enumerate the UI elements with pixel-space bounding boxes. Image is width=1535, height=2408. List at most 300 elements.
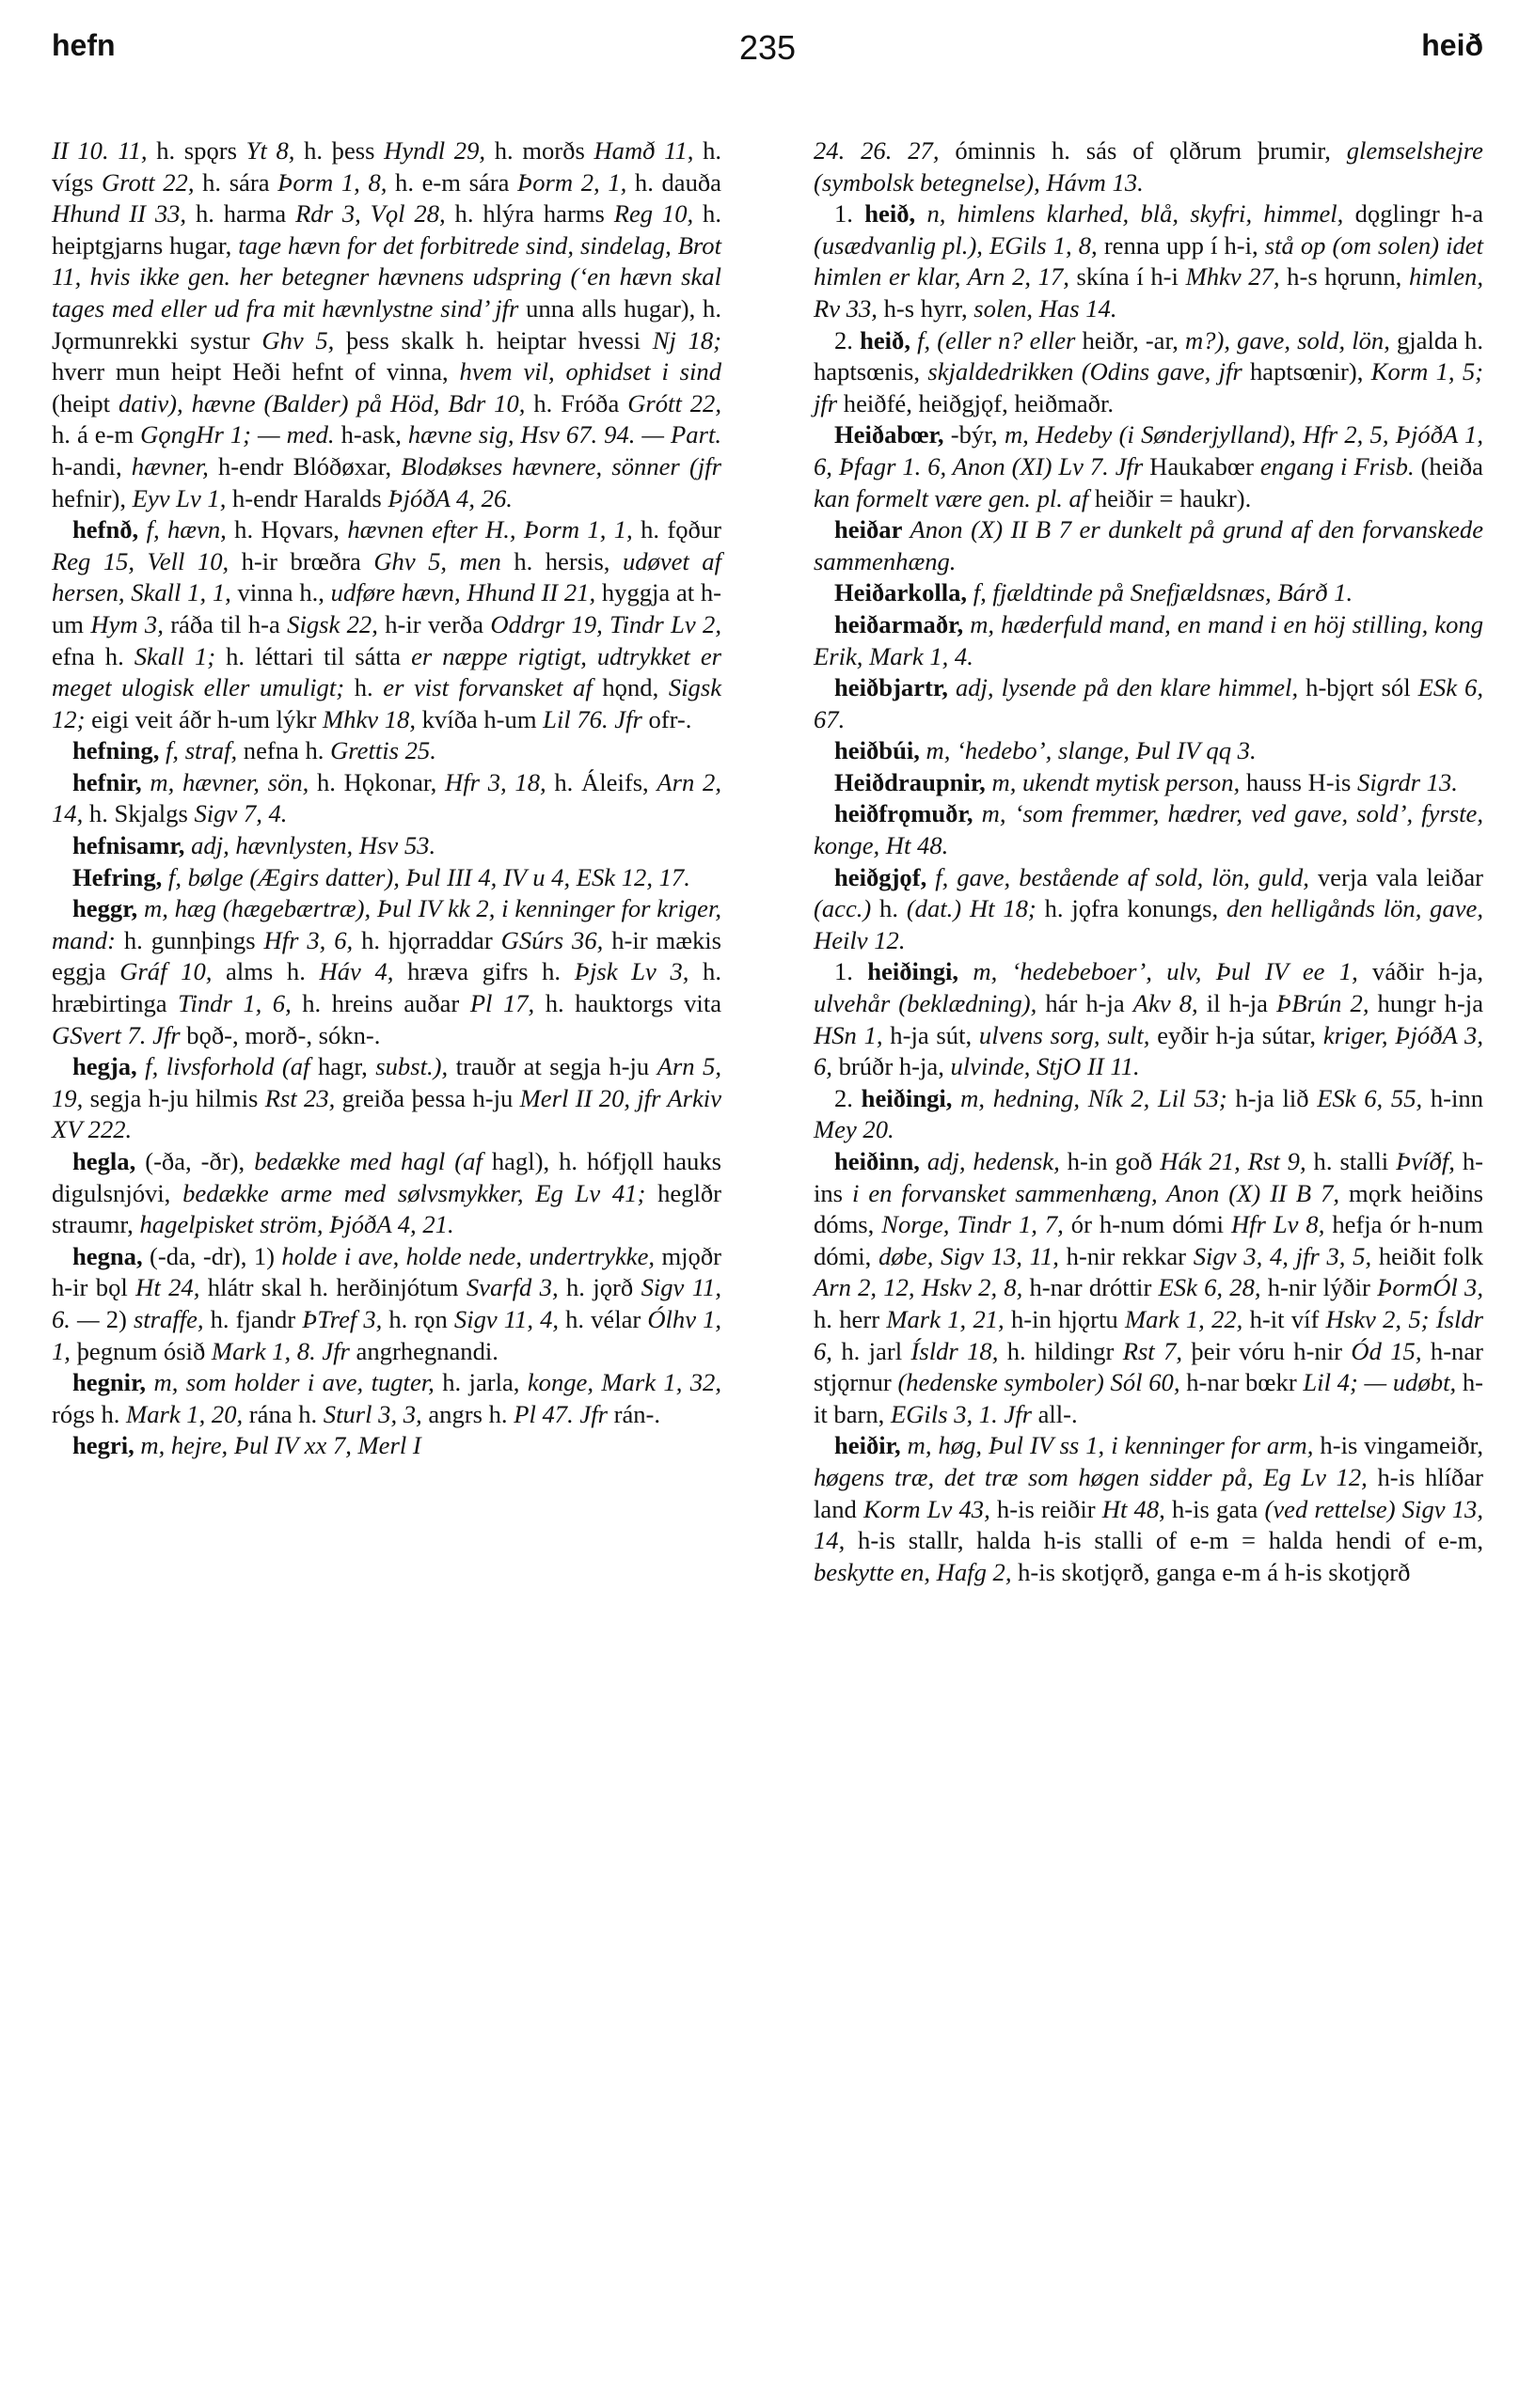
entry-text: h. Fróða bbox=[525, 388, 628, 417]
italic-text: Sigv 7, 4. bbox=[194, 799, 288, 828]
italic-text: Mark 1, 21, bbox=[886, 1304, 1005, 1333]
dictionary-entry bbox=[814, 1430, 1483, 1588]
italic-text: f, hævn, bbox=[138, 515, 227, 544]
italic-text: Korm Lv 43, bbox=[862, 1494, 990, 1523]
italic-text: ÞjóðA 4, 26. bbox=[388, 483, 513, 512]
entry-text: h-inn bbox=[1422, 1083, 1483, 1112]
entry-text: h-ir verða bbox=[377, 609, 491, 638]
italic-text: ESk 6, 28, bbox=[1158, 1273, 1261, 1302]
entry-text: greiða þessa h-ju bbox=[335, 1083, 520, 1112]
headword: heiðgjǫf, bbox=[834, 862, 927, 891]
italic-text: Svarfd 3, bbox=[466, 1273, 559, 1302]
italic-text: Oddrgr 19, Tindr Lv 2, bbox=[490, 609, 722, 638]
entry-text: alms h. bbox=[212, 957, 320, 986]
italic-text: Pl 17, bbox=[469, 989, 535, 1018]
entry-text: h. e-m sára bbox=[387, 167, 518, 197]
entry-text: hǫnd, bbox=[592, 673, 669, 702]
italic-text: (ved rettelse) Sigv 13, 14, bbox=[814, 1494, 1483, 1555]
italic-text: subst.), bbox=[375, 1052, 449, 1081]
entry-text: h. dauða bbox=[626, 167, 721, 197]
entry-text: hagl), h. hófjǫll hauks digulsnjóvi, bbox=[52, 1147, 721, 1207]
entry-text: h. Skjalgs bbox=[83, 799, 195, 828]
italic-text: Hhund II 33, bbox=[52, 199, 187, 228]
header-guide-word-left: hefn bbox=[52, 28, 116, 62]
entry-text: (-ða, -ðr), bbox=[135, 1147, 255, 1175]
entry-text: h. vélar bbox=[559, 1304, 648, 1333]
italic-text: hvem vil, ophidset i sind bbox=[459, 357, 721, 386]
entry-text: h. hreins auðar bbox=[291, 989, 470, 1018]
entry-text: ór h-num dómi bbox=[1063, 1210, 1231, 1239]
headword: hegri, bbox=[72, 1431, 135, 1460]
headword: heiðarmaðr, bbox=[834, 609, 964, 638]
dictionary-entry bbox=[814, 325, 1483, 420]
italic-text: Sturl 3, 3, bbox=[323, 1399, 422, 1428]
italic-text: (acc.) bbox=[814, 894, 872, 923]
entry-text: h. fǫður bbox=[632, 515, 721, 544]
italic-text: dativ), hævne (Balder) på Höd, Bdr 10, bbox=[118, 388, 526, 417]
entry-text: h-is skotjǫrð, ganga e-m á h-is skotjǫrð bbox=[1011, 1557, 1411, 1586]
italic-text: m, høg, Þul IV ss 1, i kenninger for arm, bbox=[900, 1431, 1314, 1460]
entry-text: trauðr at segja h-ju bbox=[448, 1052, 657, 1081]
italic-text: Háv 4, bbox=[319, 957, 394, 986]
italic-text: ulvehår (beklædning), bbox=[814, 989, 1037, 1018]
entry-continuation bbox=[52, 135, 721, 514]
headword: heiðingi, bbox=[861, 1083, 953, 1112]
italic-text: m, ukendt mytisk person, bbox=[985, 767, 1241, 796]
italic-text: ESk 6, 55, bbox=[1317, 1083, 1423, 1112]
headword: heið, bbox=[864, 199, 916, 228]
italic-text: adj, lysende på den klare himmel, bbox=[947, 673, 1299, 702]
italic-text: Gráf 10, bbox=[119, 957, 213, 986]
italic-text: Yt 8, bbox=[245, 136, 295, 165]
italic-text: konge, Mark 1, 32, bbox=[527, 1368, 721, 1397]
entry-text: heiðfé, heiðgjǫf, heiðmaðr. bbox=[837, 388, 1115, 417]
dictionary-entry bbox=[814, 514, 1483, 577]
italic-text: Arn 2, 12, Hskv 2, 8, bbox=[814, 1273, 1023, 1302]
italic-text: Þvíðf, bbox=[1396, 1147, 1455, 1175]
dictionary-entry bbox=[52, 1241, 721, 1367]
entry-text: h. hjǫrraddar bbox=[353, 925, 501, 954]
italic-text: Mhkv 27, bbox=[1185, 262, 1280, 291]
italic-text: Mark 1, 22, bbox=[1124, 1304, 1243, 1333]
dictionary-entry bbox=[52, 1146, 721, 1241]
entry-text: (heiða bbox=[1414, 451, 1483, 480]
italic-text: Ghv 5, bbox=[261, 325, 335, 354]
italic-text: m, ‘hedebo’, slange, Þul IV qq 3. bbox=[919, 736, 1257, 765]
italic-text: Lil 76. Jfr bbox=[543, 704, 642, 733]
italic-text: Reg 10, bbox=[613, 199, 694, 228]
entry-text: h-ins bbox=[814, 1147, 1483, 1207]
italic-text: Rst 23, bbox=[264, 1083, 336, 1112]
entry-text: h-it víf bbox=[1242, 1304, 1326, 1333]
dictionary-entry bbox=[52, 893, 721, 1051]
italic-text: f, (eller n? eller bbox=[910, 325, 1076, 354]
entry-text: h-nir rekkar bbox=[1058, 1241, 1194, 1270]
entry-text: h-s hyrr, bbox=[877, 293, 974, 323]
entry-text: þegnum ósið bbox=[70, 1336, 212, 1365]
italic-text: (dat.) Ht 18; bbox=[906, 894, 1037, 923]
entry-text: h. jǫfra konungs, bbox=[1036, 894, 1226, 923]
italic-text: Hamð 11, bbox=[593, 136, 694, 165]
entry-text: h. jǫrð bbox=[558, 1273, 641, 1302]
italic-text: Grettis 25. bbox=[330, 736, 436, 765]
italic-text: Arn 5, 19, bbox=[52, 1052, 721, 1112]
entry-text: angrhegnandi. bbox=[349, 1336, 498, 1365]
entry-text: skína í h-i bbox=[1068, 262, 1186, 291]
entry-text: h. hildingr bbox=[998, 1336, 1123, 1365]
italic-text: Mark 1, 8. Jfr bbox=[211, 1336, 350, 1365]
entry-text: h-bjǫrt sól bbox=[1298, 673, 1418, 702]
entry-text: h-nir lýðir bbox=[1260, 1273, 1378, 1302]
entry-text: h. á e-m bbox=[52, 420, 141, 449]
entry-text: h. hersis, bbox=[500, 546, 623, 575]
entry-text: heiðir = haukr). bbox=[1088, 483, 1252, 512]
entry-text: hræva gifrs h. bbox=[393, 957, 575, 986]
italic-text: er vist forvansket af bbox=[383, 673, 593, 702]
italic-text: Ísldr 18, bbox=[910, 1336, 999, 1365]
headword: Heiðdraupnir, bbox=[834, 767, 986, 796]
italic-text: Rdr 3, Vǫl 28, bbox=[295, 199, 446, 228]
italic-text: (hedenske symboler) Sól 60, bbox=[897, 1368, 1180, 1397]
headword: heiðinn, bbox=[834, 1147, 920, 1175]
italic-text: straffe, bbox=[133, 1304, 204, 1333]
entry-text: h. hauktorgs vita bbox=[534, 989, 722, 1018]
entry-text: h-is reiðir bbox=[989, 1494, 1102, 1523]
entry-text: rógs h. bbox=[52, 1399, 127, 1428]
entry-text: h. léttari til sátta bbox=[215, 641, 412, 670]
entry-text: hefja ór h-num dómi, bbox=[814, 1210, 1483, 1270]
entry-text: h-is vingameiðr, bbox=[1313, 1431, 1483, 1460]
dictionary-entry bbox=[814, 1146, 1483, 1430]
entry-text: eyðir h-ja sútar, bbox=[1149, 1020, 1323, 1049]
entry-text: h. Hǫkonar, bbox=[309, 767, 446, 796]
entry-text: unna alls hugar), h. Jǫrmunrekki systur bbox=[52, 293, 721, 354]
italic-text: skjaldedrikken (Odins gave, jfr bbox=[927, 357, 1242, 386]
entry-text: hlátr skal h. herðinjótum bbox=[199, 1273, 467, 1302]
italic-text: Hskv 2, 5; Ísldr 6, bbox=[814, 1304, 1484, 1365]
entry-text: hagr, bbox=[309, 1052, 376, 1081]
entry-text: heiðr, -ar, bbox=[1075, 325, 1186, 354]
italic-text: høgens træ, det træ som høgen sidder på, Eg Lv 12, bbox=[814, 1462, 1368, 1491]
italic-text: Akv 8, bbox=[1132, 989, 1198, 1018]
entry-text: il h-ja bbox=[1197, 989, 1277, 1018]
italic-text: ulvinde, StjO II 11. bbox=[950, 1052, 1140, 1081]
entry-text: (heipt bbox=[52, 388, 119, 417]
headword: heiðfrǫmuðr, bbox=[834, 799, 973, 828]
headword: hegla, bbox=[72, 1147, 136, 1175]
entry-text: h. þess bbox=[294, 136, 385, 165]
dictionary-entry bbox=[52, 1430, 721, 1462]
entry-text: kvíða h-um bbox=[415, 704, 544, 733]
entry-text: h-in goð bbox=[1059, 1147, 1161, 1175]
italic-text: Mey 20. bbox=[814, 1115, 894, 1144]
italic-text: Reg 15, Vell 10, bbox=[52, 546, 229, 575]
entry-text: h-ask, bbox=[334, 420, 408, 449]
italic-text: m, som holder i ave, tugter, bbox=[146, 1368, 435, 1397]
entry-text: h-andi, bbox=[52, 451, 132, 480]
italic-text: hævne sig, Hsv 67. 94. — Part. bbox=[407, 420, 721, 449]
entry-text: h. Áleifs, bbox=[546, 767, 657, 796]
italic-text: Sigv 3, 4, jfr 3, 5, bbox=[1193, 1241, 1372, 1270]
italic-text: Korm 1, 5; jfr bbox=[814, 357, 1484, 417]
entry-text: heglðr straumr, bbox=[52, 1178, 722, 1239]
italic-text: i en forvansket sammenhæng, Anon (X) II B 7, bbox=[852, 1178, 1340, 1207]
entry-text: all-. bbox=[1031, 1399, 1078, 1428]
italic-text: døbe, Sigv 13, 11, bbox=[878, 1241, 1059, 1270]
dictionary-entry bbox=[814, 198, 1483, 324]
entry-text: h. morðs bbox=[485, 136, 594, 165]
italic-text: Tindr 1, 6, bbox=[178, 989, 292, 1018]
italic-text: GǫngHr 1; — med. bbox=[140, 420, 335, 449]
entry-text: -býr, bbox=[943, 420, 1005, 449]
dictionary-entry bbox=[814, 609, 1483, 672]
italic-text: m, ‘som fremmer, hædrer, ved gave, sold’, fyrste, konge, Ht 48. bbox=[814, 799, 1483, 860]
italic-text: Hák 21, Rst 9, bbox=[1160, 1147, 1306, 1175]
entry-text: haptsœnir), bbox=[1242, 357, 1371, 386]
italic-text: er næppe rigtigt, udtrykket er meget ulogisk eller umuligt; bbox=[52, 641, 721, 702]
italic-text: m, hæg (hægebærtræ), Þul IV kk 2, i kenninger for kriger, mand: bbox=[52, 894, 721, 954]
italic-text: Hyndl 29, bbox=[384, 136, 486, 165]
italic-text: n, himlens klarhed, blå, skyfri, himmel, bbox=[915, 199, 1344, 228]
entry-text: h. jarla, bbox=[434, 1368, 528, 1397]
italic-text: ESk 6, 67. bbox=[814, 673, 1483, 733]
entry-continuation bbox=[814, 135, 1483, 198]
italic-text: adj, hævnlysten, Hsv 53. bbox=[184, 831, 436, 860]
entry-text: rán-. bbox=[607, 1399, 661, 1428]
italic-text: ÞTref 3, bbox=[302, 1304, 383, 1333]
entry-text: hverr mun heipt Heði hefnt of vinna, bbox=[52, 357, 460, 386]
italic-text: m, hæderfuld mand, en mand i en höj stilling, kong Erik, Mark 1, 4. bbox=[814, 609, 1483, 670]
italic-text: Sigv 11, 4, bbox=[453, 1304, 560, 1333]
italic-text: Ólhv 1, 1, bbox=[52, 1304, 722, 1365]
italic-text: m, ‘hedebeboer’, ulv, Þul IV ee 1, bbox=[958, 957, 1358, 986]
headword: heiðir, bbox=[834, 1431, 901, 1460]
entry-text: h-endr Haralds bbox=[226, 483, 388, 512]
dictionary-entry bbox=[52, 862, 721, 894]
italic-text: 24. 26. 27, bbox=[814, 136, 940, 165]
headword: heið, bbox=[860, 325, 910, 354]
italic-text: hagelpisket ström, ÞjóðA 4, 21. bbox=[139, 1210, 454, 1239]
entry-text: váðir h-ja, bbox=[1357, 957, 1484, 986]
italic-text: engang i Frisb. bbox=[1259, 451, 1415, 480]
entry-text: hauss H-is bbox=[1240, 767, 1358, 796]
entry-text: h-is gata bbox=[1164, 1494, 1265, 1523]
italic-text: m, hævner, sön, bbox=[141, 767, 309, 796]
italic-text: kriger, ÞjóðA 3, 6, bbox=[814, 1020, 1483, 1081]
entry-text: brúðr h-ja, bbox=[831, 1052, 951, 1081]
italic-text: Sigsk 12; bbox=[52, 673, 721, 733]
headword: hegnir, bbox=[72, 1368, 147, 1397]
italic-text: ÞormÓl 3, bbox=[1377, 1273, 1483, 1302]
headword: heiðbúi, bbox=[834, 736, 920, 765]
page-header bbox=[52, 28, 1483, 81]
entry-text: angrs h. bbox=[421, 1399, 514, 1428]
right-column bbox=[814, 135, 1483, 1588]
headword: hefnir, bbox=[72, 767, 142, 796]
italic-text: Mark 1, 20, bbox=[126, 1399, 244, 1428]
italic-text: Hfr 3, 6, bbox=[263, 925, 354, 954]
entry-text: h. harma bbox=[186, 199, 296, 228]
text-columns bbox=[52, 135, 1483, 1588]
italic-text: Hym 3, bbox=[90, 609, 164, 638]
dictionary-entry bbox=[52, 1051, 721, 1146]
entry-text: h-nar stjǫrnur bbox=[814, 1336, 1484, 1397]
headword: Heiðarkolla, bbox=[834, 578, 968, 607]
dictionary-entry bbox=[814, 956, 1483, 1082]
italic-text: solen, Has 14. bbox=[973, 293, 1117, 323]
italic-text: Blodøkses hævnere, sönner (jfr bbox=[401, 451, 721, 480]
dictionary-entry bbox=[814, 767, 1483, 799]
italic-text: ulvens sorg, sult, bbox=[978, 1020, 1150, 1049]
entry-text: verja vala leiðar bbox=[1308, 862, 1483, 891]
entry-text: h. heiptgjarns hugar, bbox=[52, 199, 721, 260]
italic-text: m, hedning, Ník 2, Lil 53; bbox=[952, 1083, 1227, 1112]
entry-text: ráða til h-a bbox=[163, 609, 288, 638]
entry-text: h. Hǫvars, bbox=[226, 515, 348, 544]
italic-text: Ód 15, bbox=[1351, 1336, 1422, 1365]
page-number: 235 bbox=[738, 28, 797, 67]
entry-text: bǫð-, morð-, sókn-. bbox=[180, 1020, 381, 1049]
italic-text: GSúrs 36, bbox=[500, 925, 604, 954]
italic-text: hævner, bbox=[131, 451, 209, 480]
entry-text: hungr h-ja bbox=[1369, 989, 1483, 1018]
italic-text: Eyv Lv 1, bbox=[132, 483, 227, 512]
italic-text: f, livsforhold (af bbox=[136, 1052, 310, 1081]
entry-text: h. bbox=[344, 673, 384, 702]
italic-text: Mhkv 18, bbox=[323, 704, 416, 733]
italic-text: den helligånds lön, gave, Heilv 12. bbox=[814, 894, 1483, 954]
italic-text: kan formelt være gen. pl. af bbox=[814, 483, 1089, 512]
italic-text: Grótt 22, bbox=[627, 388, 722, 417]
italic-text: tage hævn for det forbitrede sind, sindelag, Brot 11, hvis ikke gen. her betegner hævnens udspring (‘en hævn skal tages med eller ud fra mit hævnlystne sind’ jfr bbox=[52, 230, 721, 323]
headword: hegja, bbox=[72, 1052, 137, 1081]
headword: heiðingi, bbox=[867, 957, 959, 986]
entry-text: h-in hjǫrtu bbox=[1004, 1304, 1125, 1333]
italic-text: Hfr Lv 8, bbox=[1230, 1210, 1325, 1239]
headword: hefning, bbox=[72, 736, 160, 765]
entry-text: h-it barn, bbox=[814, 1368, 1483, 1428]
entry-text: þess skalk h. heiptar hvessi bbox=[334, 325, 653, 354]
headword: Hefring, bbox=[72, 862, 163, 891]
dictionary-entry bbox=[52, 830, 721, 862]
italic-text: Skall 1; bbox=[134, 641, 216, 670]
italic-text: Nj 18; bbox=[652, 325, 721, 354]
entry-text: þeir vóru h-nir bbox=[1182, 1336, 1352, 1365]
entry-text: dǫglingr h-a bbox=[1343, 199, 1484, 228]
italic-text: Hfr 3, 18, bbox=[445, 767, 546, 796]
italic-text: Þorm 1, 8, bbox=[277, 167, 388, 197]
italic-text: Sigsk 22, bbox=[287, 609, 378, 638]
italic-text: stå op (om solen) idet himlen er klar, Arn 2, 17, bbox=[814, 230, 1483, 291]
dictionary-entry bbox=[52, 514, 721, 735]
entry-text: h. fjandr bbox=[203, 1304, 303, 1333]
italic-text: Arn 2, 14, bbox=[52, 767, 721, 828]
entry-text: hyggja at h-um bbox=[52, 578, 722, 638]
entry-text: h-ja lið bbox=[1226, 1083, 1318, 1112]
entry-text: renna upp í h-i, bbox=[1097, 230, 1265, 260]
italic-text: m, Hedeby (i Sønderjylland), Hfr 2, 5, ÞjóðA 1, 6, Þfagr 1. 6, Anon (XI) Lv 7. Jfr bbox=[814, 420, 1483, 480]
italic-text: EGils 3, 1. Jfr bbox=[890, 1399, 1032, 1428]
entry-text: h. herr bbox=[814, 1304, 887, 1333]
entry-text: h-nar dróttir bbox=[1022, 1273, 1159, 1302]
headword: heiðar bbox=[834, 515, 903, 544]
italic-text: glemselshejre (symbolsk betegnelse), Hávm 13. bbox=[814, 136, 1483, 197]
entry-text: h. spǫrs bbox=[147, 136, 246, 165]
dictionary-entry bbox=[814, 798, 1483, 861]
italic-text: f, gave, bestående af sold, lön, guld, bbox=[926, 862, 1309, 891]
italic-text: Pl 47. Jfr bbox=[514, 1399, 608, 1428]
italic-text: beskytte en, Hafg 2, bbox=[814, 1557, 1012, 1586]
italic-text: m?), gave, sold, lön, bbox=[1185, 325, 1390, 354]
dictionary-entry bbox=[814, 672, 1483, 735]
italic-text: Ghv 5, men bbox=[373, 546, 501, 575]
entry-text: óminnis h. sás of ǫlðrum þrumir, bbox=[939, 136, 1347, 165]
entry-text: eigi veit áðr h-um lýkr bbox=[85, 704, 324, 733]
italic-text: udøvet af hersen, Skall 1, 1, bbox=[52, 546, 721, 607]
header-guide-word-right: heið bbox=[1421, 28, 1483, 62]
italic-text: holde i ave, holde nede, undertrykke, bbox=[281, 1241, 656, 1270]
entry-text: heiðit folk bbox=[1371, 1241, 1484, 1270]
italic-text: Ht 24, bbox=[135, 1273, 200, 1302]
entry-text: h. vígs bbox=[52, 136, 722, 197]
italic-text: f, straf, bbox=[159, 736, 238, 765]
entry-text: (-da, -dr), 1) bbox=[142, 1241, 282, 1270]
entry-text: h-s hǫrunn, bbox=[1279, 262, 1409, 291]
entry-text: h-ja sút, bbox=[882, 1020, 979, 1049]
entry-text: mǫrk heiðins dóms, bbox=[814, 1178, 1483, 1239]
entry-text: h. hlýra harms bbox=[445, 199, 614, 228]
italic-text: GSvert 7. Jfr bbox=[52, 1020, 181, 1049]
entry-text: gjalda h. haptsœnis, bbox=[814, 325, 1483, 386]
entry-text: segja h-ju hilmis bbox=[83, 1083, 265, 1112]
italic-text: f, fjældtinde på Snefjældsnæs, Bárð 1. bbox=[967, 578, 1353, 607]
entry-text: h-nar bœkr bbox=[1179, 1368, 1304, 1397]
entry-text: 2. bbox=[834, 1083, 862, 1112]
italic-text: ÞBrún 2, bbox=[1276, 989, 1369, 1018]
italic-text: hævnen efter H., Þorm 1, 1, bbox=[347, 515, 633, 544]
entry-text: Haukabœr bbox=[1143, 451, 1260, 480]
entry-text: h. sára bbox=[194, 167, 278, 197]
headword: hefnisamr, bbox=[72, 831, 185, 860]
dictionary-entry bbox=[814, 577, 1483, 609]
italic-text: Þorm 2, 1, bbox=[517, 167, 627, 197]
entry-text: 2) bbox=[99, 1304, 134, 1333]
entry-text: h. hræbirtinga bbox=[52, 957, 721, 1018]
entry-text: h-is stallr, halda h-is stalli of e-m = halda hendi of e-m, bbox=[845, 1526, 1483, 1555]
entry-text: 1. bbox=[834, 957, 868, 986]
entry-text: h-ir brœðra bbox=[229, 546, 374, 575]
headword: hegna, bbox=[72, 1241, 143, 1270]
entry-text: 1. bbox=[834, 199, 865, 228]
italic-text: udføre hævn, Hhund II 21, bbox=[330, 578, 596, 607]
dictionary-entry bbox=[52, 1367, 721, 1430]
headword: heggr, bbox=[72, 894, 138, 923]
entry-text: mjǫðr h-ir bǫl bbox=[52, 1241, 721, 1302]
dictionary-entry bbox=[814, 1083, 1483, 1146]
entry-text: h-endr Blóðøxar, bbox=[208, 451, 402, 480]
entry-text: efna h. bbox=[52, 641, 135, 670]
entry-text: h. gunnþings bbox=[115, 925, 264, 954]
dictionary-entry bbox=[814, 862, 1483, 957]
dictionary-entry bbox=[814, 735, 1483, 767]
entry-text: h-ir mækis eggja bbox=[52, 925, 722, 986]
italic-text: Grott 22, bbox=[101, 167, 195, 197]
entry-text: h. stalli bbox=[1306, 1147, 1397, 1175]
entry-text: rána h. bbox=[243, 1399, 324, 1428]
entry-text: nefna h. bbox=[237, 736, 331, 765]
entry-text: vinna h., bbox=[230, 578, 331, 607]
italic-text: Anon (X) II B 7 er dunkelt på grund af den forvanskede sammenhæng. bbox=[814, 515, 1483, 575]
